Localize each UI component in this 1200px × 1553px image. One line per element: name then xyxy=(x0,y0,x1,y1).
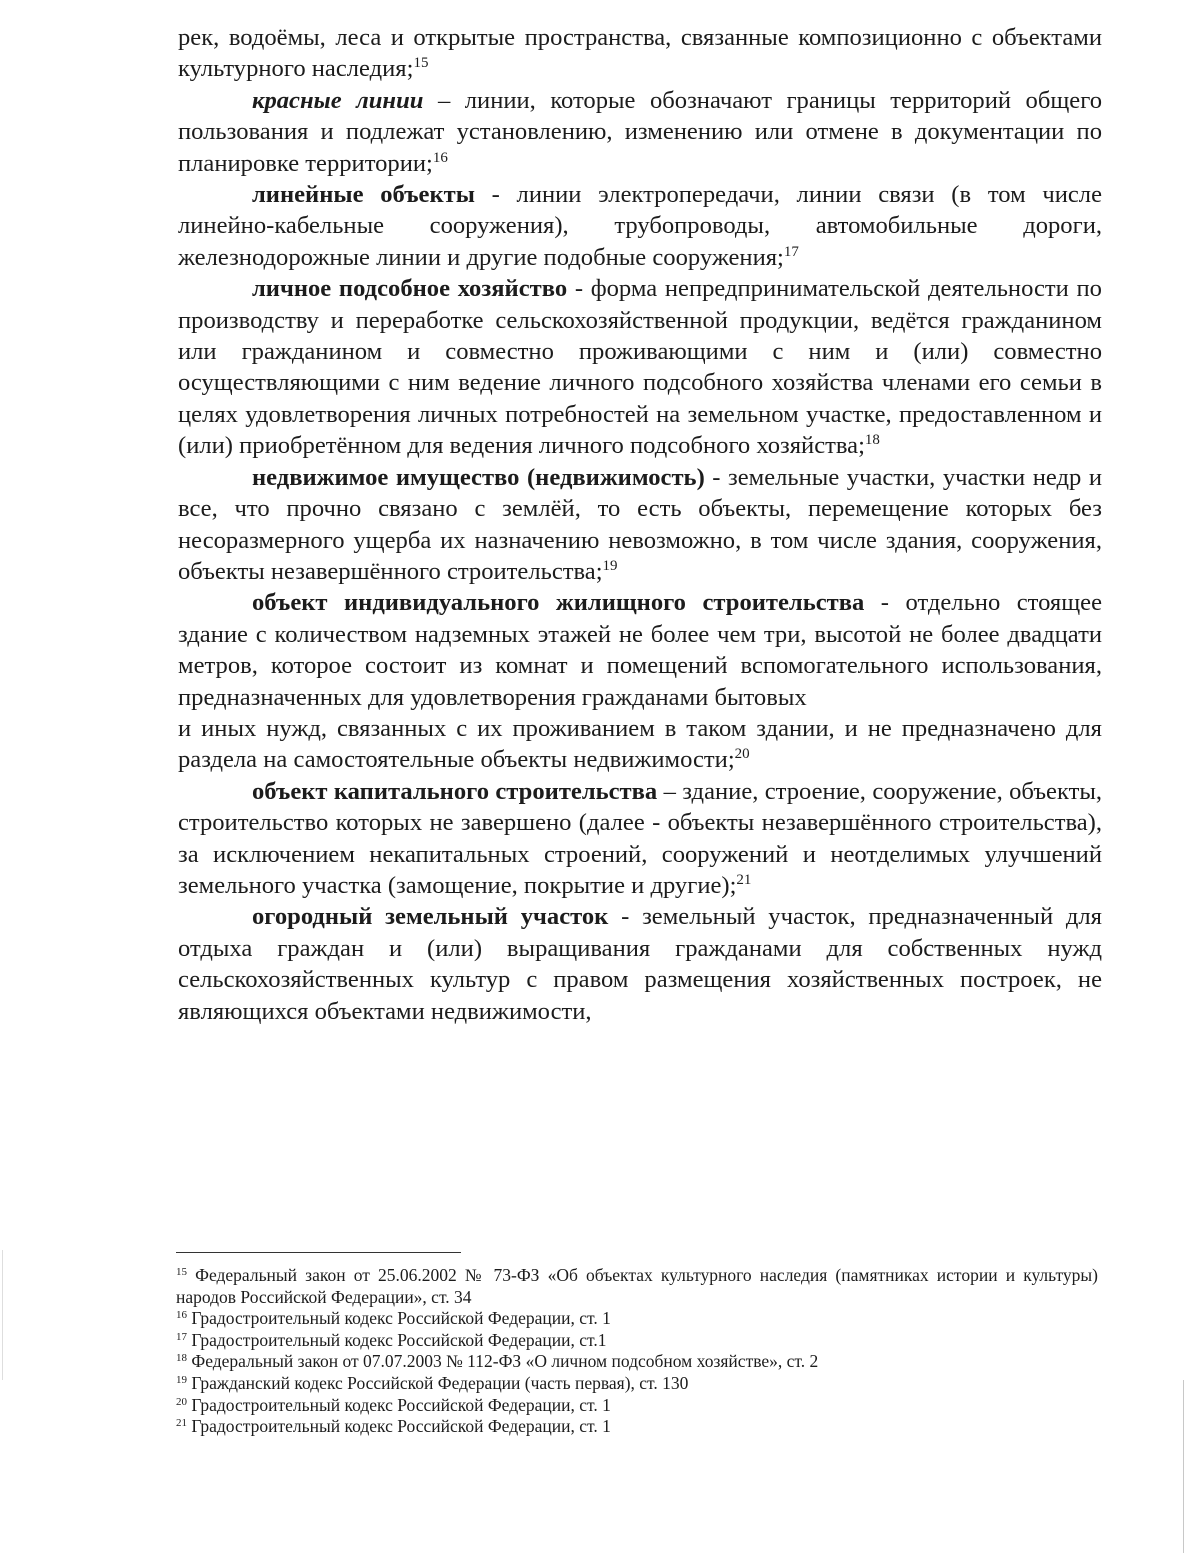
footnote xyxy=(176,1373,1098,1395)
footnote-ref: 15 xyxy=(413,55,429,72)
footnote-number: 21 xyxy=(176,1417,187,1430)
definition-real-estate xyxy=(178,462,1102,588)
footnote-text: Федеральный закон от 07.07.2003 № 112-ФЗ «О личном подсобном хозяйстве», ст. 2 xyxy=(187,1351,819,1372)
footnote-ref: 18 xyxy=(864,432,880,449)
term: красные линии xyxy=(252,86,424,114)
definition-text: - земельный участок, предназначенный для отдыха граждан и (или) выращивания гражданами для собственных нужд сельскохозяйственных культур с правом размещения хозяйственных построек, не являющихся объектами недвижимости, xyxy=(178,903,1102,1025)
definition-text: - линии электропередачи, линии связи (в том числе линейно-кабельные сооружения), трубопроводы, автомобильные дороги, железнодорожные линии и другие подобные сооружения; xyxy=(178,181,1102,271)
footnote-text: Градостроительный кодекс Российской Федерации, ст. 1 xyxy=(187,1416,611,1437)
definition-text: и иных нужд, связанных с их проживанием в таком здании, и не предназначено для раздела на самостоятельные объекты недвижимости; xyxy=(178,714,1102,774)
footnote-text: Градостроительный кодекс Российской Федерации, ст. 1 xyxy=(187,1308,611,1329)
definition-individual-housing xyxy=(178,587,1102,713)
footnote xyxy=(176,1265,1098,1308)
paragraph-continuation xyxy=(178,22,1102,85)
term: личное подсобное хозяйство xyxy=(252,275,568,303)
footnote-number: 20 xyxy=(176,1395,187,1408)
definition-text: – линии, которые обозначают границы территорий общего пользования и подлежат установлению, изменению или отмене в документации по планировке территории; xyxy=(178,86,1102,177)
footnote-text: Градостроительный кодекс Российской Федерации, ст. 1 xyxy=(187,1394,611,1415)
definition-text: - форма непредпринимательской деятельности по производству и переработке сельскохозяйственной продукции, ведётся гражданином или гражданином и совместно проживающими с ним и (или) совместно осуществляющими с ним ведение личного подсобного хозяйства членами его семьи в целях удовлетворения личных потребностей на земельном участке, предоставленном и (или) приобретённом для ведения личного подсобного хозяйства; xyxy=(178,275,1102,460)
footnote-number: 17 xyxy=(176,1330,187,1343)
scan-edge-line xyxy=(1183,1380,1184,1553)
footnote-number: 19 xyxy=(176,1373,187,1386)
footnote-ref: 19 xyxy=(602,557,618,574)
footnote xyxy=(176,1351,1098,1373)
term: линейные объекты xyxy=(252,181,475,209)
definition-text: – здание, строение, сооружение, объекты, строительство которых не завершено (далее - объекты незавершённого строительства), за исключением некапитальных строений, сооружений и неотделимых улучшений земельного участка (замощение, покрытие и другие); xyxy=(178,777,1103,899)
footnote-text: Градостроительный кодекс Российской Федерации, ст.1 xyxy=(187,1329,607,1350)
term: недвижимое имущество (недвижимость) xyxy=(252,463,705,491)
definition-garden-plot xyxy=(178,901,1102,1027)
footnote-separator xyxy=(176,1252,461,1253)
term: объект индивидуального жилищного строительства xyxy=(252,589,865,617)
footnote-ref: 21 xyxy=(736,871,752,888)
footnote xyxy=(176,1395,1098,1417)
term: огородный земельный участок xyxy=(252,903,609,931)
definition-personal-farm xyxy=(178,273,1102,461)
footnote-number: 16 xyxy=(176,1309,187,1322)
term: объект капитального строительства xyxy=(252,777,658,805)
definition-red-lines xyxy=(178,85,1102,179)
footnote xyxy=(176,1416,1098,1438)
footnotes xyxy=(176,1265,1098,1438)
footnote-number: 18 xyxy=(176,1352,187,1365)
footnote-text: Федеральный закон от 25.06.2002 № 73-ФЗ «Об объектах культурного наследия (памятниках истории и культуры) народов Российской Федерации», ст. 34 xyxy=(176,1265,1098,1307)
footnote-ref: 17 xyxy=(783,243,799,260)
footnote-ref: 16 xyxy=(432,149,448,166)
scan-edge-line xyxy=(2,1250,3,1380)
definition-capital-construction xyxy=(178,776,1102,902)
definition-text: - отдельно стоящее здание с количеством надземных этажей не более чем три, высотой не более двадцати метров, которое состоит из комнат и помещений вспомогательного использования, предназначенных для удовлетворения гражданами бытовых xyxy=(178,589,1102,711)
footnote-text: Гражданский кодекс Российской Федерации (часть первая), ст. 130 xyxy=(187,1372,689,1393)
definition-linear-objects xyxy=(178,179,1102,273)
definition-text: - земельные участки, участки недр и все, что прочно связано с землёй, то есть объекты, перемещение которых без несоразмерного ущерба их назначению невозможно, в том числе здания, сооружения, объекты незавершённого строительства; xyxy=(178,463,1102,585)
paragraph-text: рек, водоёмы, леса и открытые пространства, связанные композиционно с объектами культурного наследия; xyxy=(178,24,1102,83)
paragraph-continuation xyxy=(178,713,1102,776)
footnote-ref: 20 xyxy=(734,746,750,763)
footnote xyxy=(176,1330,1098,1352)
footnote-number: 15 xyxy=(176,1266,187,1278)
footnote xyxy=(176,1308,1098,1330)
main-text xyxy=(178,22,1102,1027)
